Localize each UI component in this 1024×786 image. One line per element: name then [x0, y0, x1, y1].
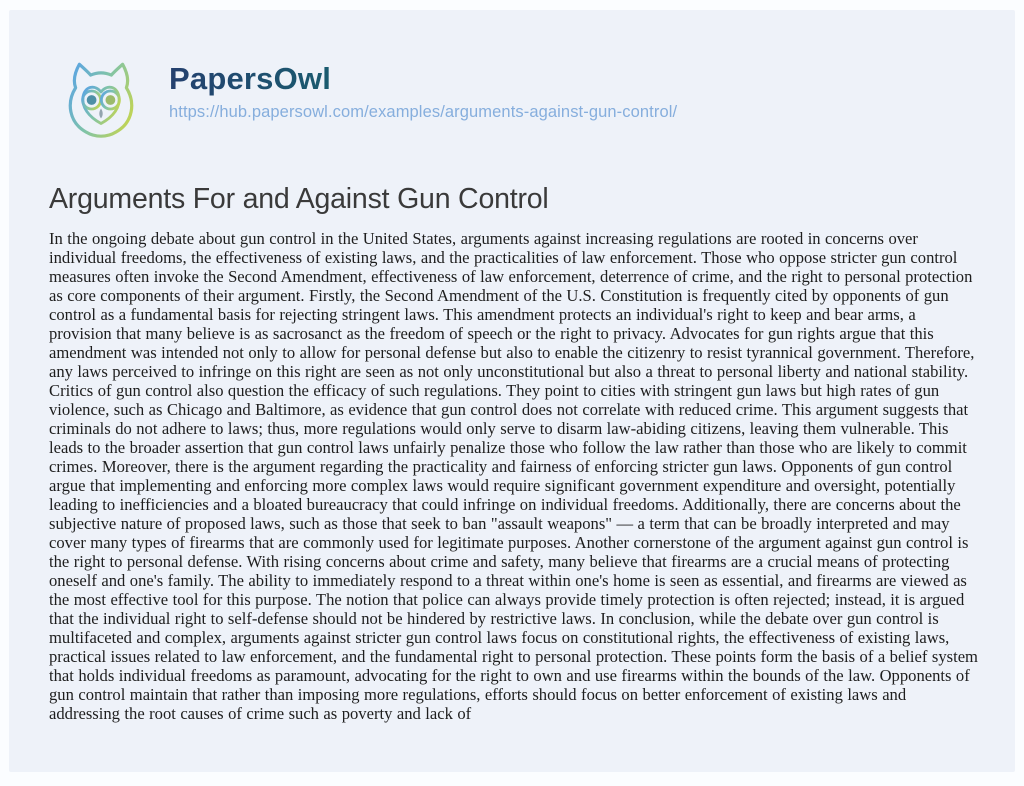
site-header	[9, 10, 1015, 150]
papersowl-owl-logo-icon	[54, 50, 148, 150]
brand-name: PapersOwl	[169, 62, 677, 96]
brand-block	[169, 50, 677, 122]
article-body-text: In the ongoing debate about gun control in the United States, arguments against increasing regulations are rooted in concerns over individual freedoms, the effectiveness of existing laws, and the practicalities of law enforcement. Those who oppose stricter gun control measures often invoke the Second Amendment, effectiveness of law enforcement, deterrence of crime, and the right to personal protection as core components of their argument. Firstly, the Second Amendment of the U.S. Constitution is frequently cited by opponents of gun control as a fundamental basis for rejecting stringent laws. This amendment protects an individual's right to keep and bear arms, a provision that many believe is as sacrosanct as the freedom of speech or the right to privacy. Advocates for gun rights argue that this amendment was intended not only to allow for personal defense but also to enable the citizenry to resist tyrannical government. Therefore, any laws perceived to infringe on this right are seen as not only unconstitutional but also a threat to personal liberty and national stability. Critics of gun control also question the efficacy of such regulations. They point to cities with stringent gun laws but high rates of gun violence, such as Chicago and Baltimore, as evidence that gun control does not correlate with reduced crime. This argument suggests that criminals do not adhere to laws; thus, more regulations would only serve to disarm law-abiding citizens, leaving them vulnerable. This leads to the broader assertion that gun control laws unfairly penalize those who follow the law rather than those who are likely to commit crimes. Moreover, there is the argument regarding the practicality and fairness of enforcing stricter gun laws. Opponents of gun control argue that implementing and enforcing more complex laws would require significant government expenditure and oversight, potentially leading to inefficiencies and a bloated bureaucracy that could infringe on individual freedoms. Additionally, there are concerns about the subjective nature of proposed laws, such as those that seek to ban "assault weapons" — a term that can be broadly interpreted and may cover many types of firearms that are commonly used for legitimate purposes. Another cornerstone of the argument against gun control is the right to personal defense. With rising concerns about crime and safety, many believe that firearms are a crucial means of protecting oneself and one's family. The ability to immediately respond to a threat within one's home is seen as essential, and firearms are viewed as the most effective tool for this purpose. The notion that police can always provide timely protection is often rejected; instead, it is argued that the individual right to self-defense should not be hindered by restrictive laws. In conclusion, while the debate over gun control is multifaceted and complex, arguments against stricter gun control laws focus on constitutional rights, the effectiveness of existing laws, practical issues related to law enforcement, and the fundamental right to personal protection. These points form the basis of a belief system that holds individual freedoms as paramount, advocating for the right to own and use firearms within the bounds of the law. Opponents of gun control maintain that rather than imposing more regulations, efforts should focus on better enforcement of existing laws and addressing the root causes of crime such as poverty and lack of	[49, 228, 978, 723]
article-title: Arguments For and Against Gun Control	[49, 183, 549, 215]
document-page	[9, 10, 1015, 772]
source-url-link[interactable]: https://hub.papersowl.com/examples/arguments-against-gun-control/	[169, 103, 678, 122]
